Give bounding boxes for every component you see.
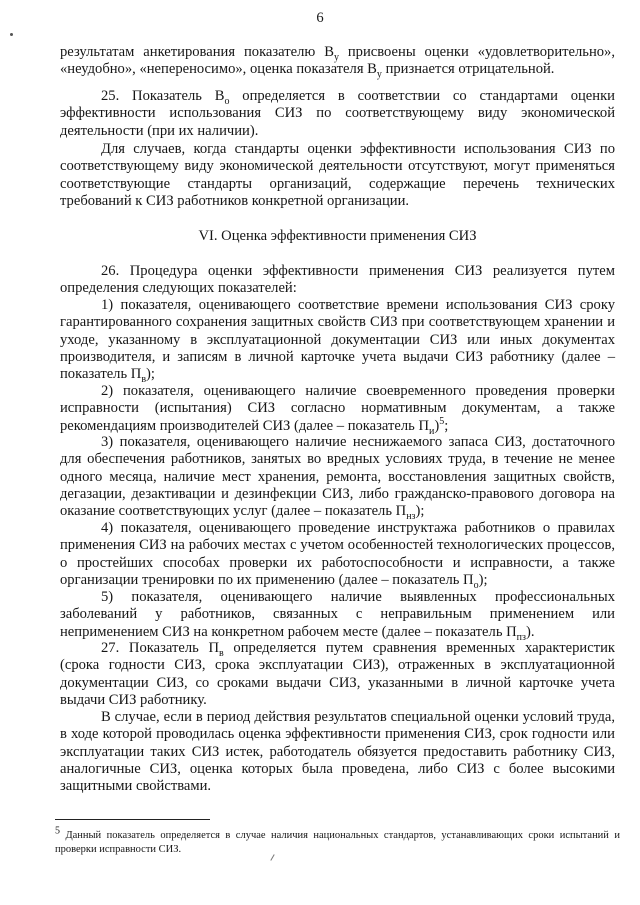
- para-6-pre: 2) показателя, оценивающего наличие своевременного проведения проверки исправности (испытания) СИЗ согласно нормативным документам, а также рекомендациям производителей СИЗ (далее – показатель П: [60, 383, 615, 434]
- footnote-text: Данный показатель определяется в случае наличия национальных стандартов, устанавливающих сроки испытаний и проверки исправности СИЗ.: [55, 830, 620, 855]
- indicator-1: [60, 297, 615, 386]
- para-10-pre: 27. Показатель П: [101, 640, 219, 656]
- para-9-pre: 5) показателя, оценивающего наличие выявленных профессиональных заболеваний у работников, связанных с неправильным применением или неприменением СИЗ на конкретном рабочем месте (далее – показатель П: [60, 589, 615, 640]
- para-10-post: определяется путем сравнения временных характеристик (срока годности СИЗ, срока эксплуатации СИЗ), отраженных в эксплуатационной документации СИЗ, со сроками выдачи СИЗ, указанными в личной карточке учета выдачи СИЗ работнику.: [60, 640, 615, 708]
- para-1-sub: о: [224, 95, 230, 107]
- para-0-post2: признается отрицательной.: [381, 61, 555, 78]
- paragraph-26: [60, 263, 615, 298]
- paragraph-25: [60, 88, 615, 140]
- para-9-sub: пз: [516, 631, 526, 643]
- scan-speck: [10, 33, 13, 36]
- para-8-post: );: [478, 571, 488, 588]
- footnote-number: 5: [55, 825, 60, 837]
- para-5-pre: 1) показателя, оценивающего соответствие времени использования СИЗ сроку гарантированного сохранения защитных свойств СИЗ при соответствующем хранении и уходе, указанному в эксплуатационной документации СИЗ или иных документах производителя, и записям в личной карточке учета выдачи СИЗ работнику (далее – показатель П: [60, 297, 615, 383]
- para-0-pre: результатам анкетирования показателю В: [60, 44, 334, 60]
- para-1-pre: 25. Показатель В: [101, 88, 225, 104]
- para-1-post: определяется в соответствии со стандартами оценки эффективности использования СИЗ по соответствующему виду экономической деятельности (при их наличии).: [60, 88, 615, 139]
- para-4-text: 26. Процедура оценки эффективности применения СИЗ реализуется путем определения следующих показателей:: [60, 263, 615, 297]
- para-5-sub: в: [141, 374, 147, 386]
- para-0-sub: у: [333, 51, 339, 63]
- para-5-post: );: [146, 366, 155, 383]
- para-6-post2: ;: [444, 417, 449, 434]
- para-7-pre: 3) показателя, оценивающего наличие неснижаемого запаса СИЗ, достаточного для обеспечения работников, занятых во вредных условиях труда, в течение не менее одного месяца, наличие мест хранения, ремонта, восстановления защитных свойств, дегазации, дезактивации и дезинфекции СИЗ, либо гражданско-правового договора на оказание соответствующих услуг (далее – показатель П: [60, 434, 615, 520]
- indicator-5: [60, 589, 615, 641]
- footnote-divider: [55, 819, 210, 820]
- paragraph-continuation: [60, 44, 615, 79]
- section-title: VI. Оценка эффективности применения СИЗ: [198, 228, 477, 244]
- indicator-2: [60, 383, 615, 435]
- para-9-post: ).: [525, 623, 535, 640]
- para-8-sub: о: [473, 579, 479, 591]
- page-number: 6: [316, 10, 324, 26]
- indicator-3: [60, 434, 615, 523]
- para-8-pre: 4) показателя, оценивающего проведение инструктажа работников о правилах применения СИЗ на рабочих местах с учетом особенностей технологических процессов, о простейших способах проверки их работоспособности и исправности, а также организации тренировки по их применению (далее – показатель П: [60, 520, 615, 588]
- para-6-sub: и: [429, 425, 435, 437]
- paragraph-expired: [60, 709, 615, 795]
- para-0-post: присвоены оценки «удовлетворительно», «неудобно», «непереносимо», оценка показателя В: [60, 44, 615, 78]
- para-11-text: В случае, если в период действия результатов специальной оценки условий труда, в ходе которой проводилась оценка эффективности применения СИЗ, срок годности или эксплуатации таких СИЗ истек, работодатель обязуется предоставить работнику СИЗ, аналогичные СИЗ, оценка которых была проведена, либо СИЗ с более высокими защитными свойствами.: [60, 709, 615, 795]
- para-2-text: Для случаев, когда стандарты оценки эффективности использования СИЗ по соответствующему виду экономической деятельности отсутствуют, могут применяться соответствующие стандарты организаций, содержащие перечень технических требований к СИЗ работников конкретной организации.: [60, 141, 615, 209]
- footnote: [55, 825, 620, 857]
- para-10-sub: в: [219, 647, 224, 659]
- para-7-sub: нз: [406, 511, 416, 523]
- paragraph-27: [60, 640, 615, 709]
- para-6-post: ): [434, 417, 440, 434]
- para-7-post: );: [415, 503, 425, 520]
- paragraph-standards: [60, 141, 615, 210]
- section-heading: [60, 228, 615, 245]
- indicator-4: [60, 520, 615, 589]
- para-0-sub2: у: [376, 69, 382, 81]
- footnote-ref: 5: [439, 415, 445, 427]
